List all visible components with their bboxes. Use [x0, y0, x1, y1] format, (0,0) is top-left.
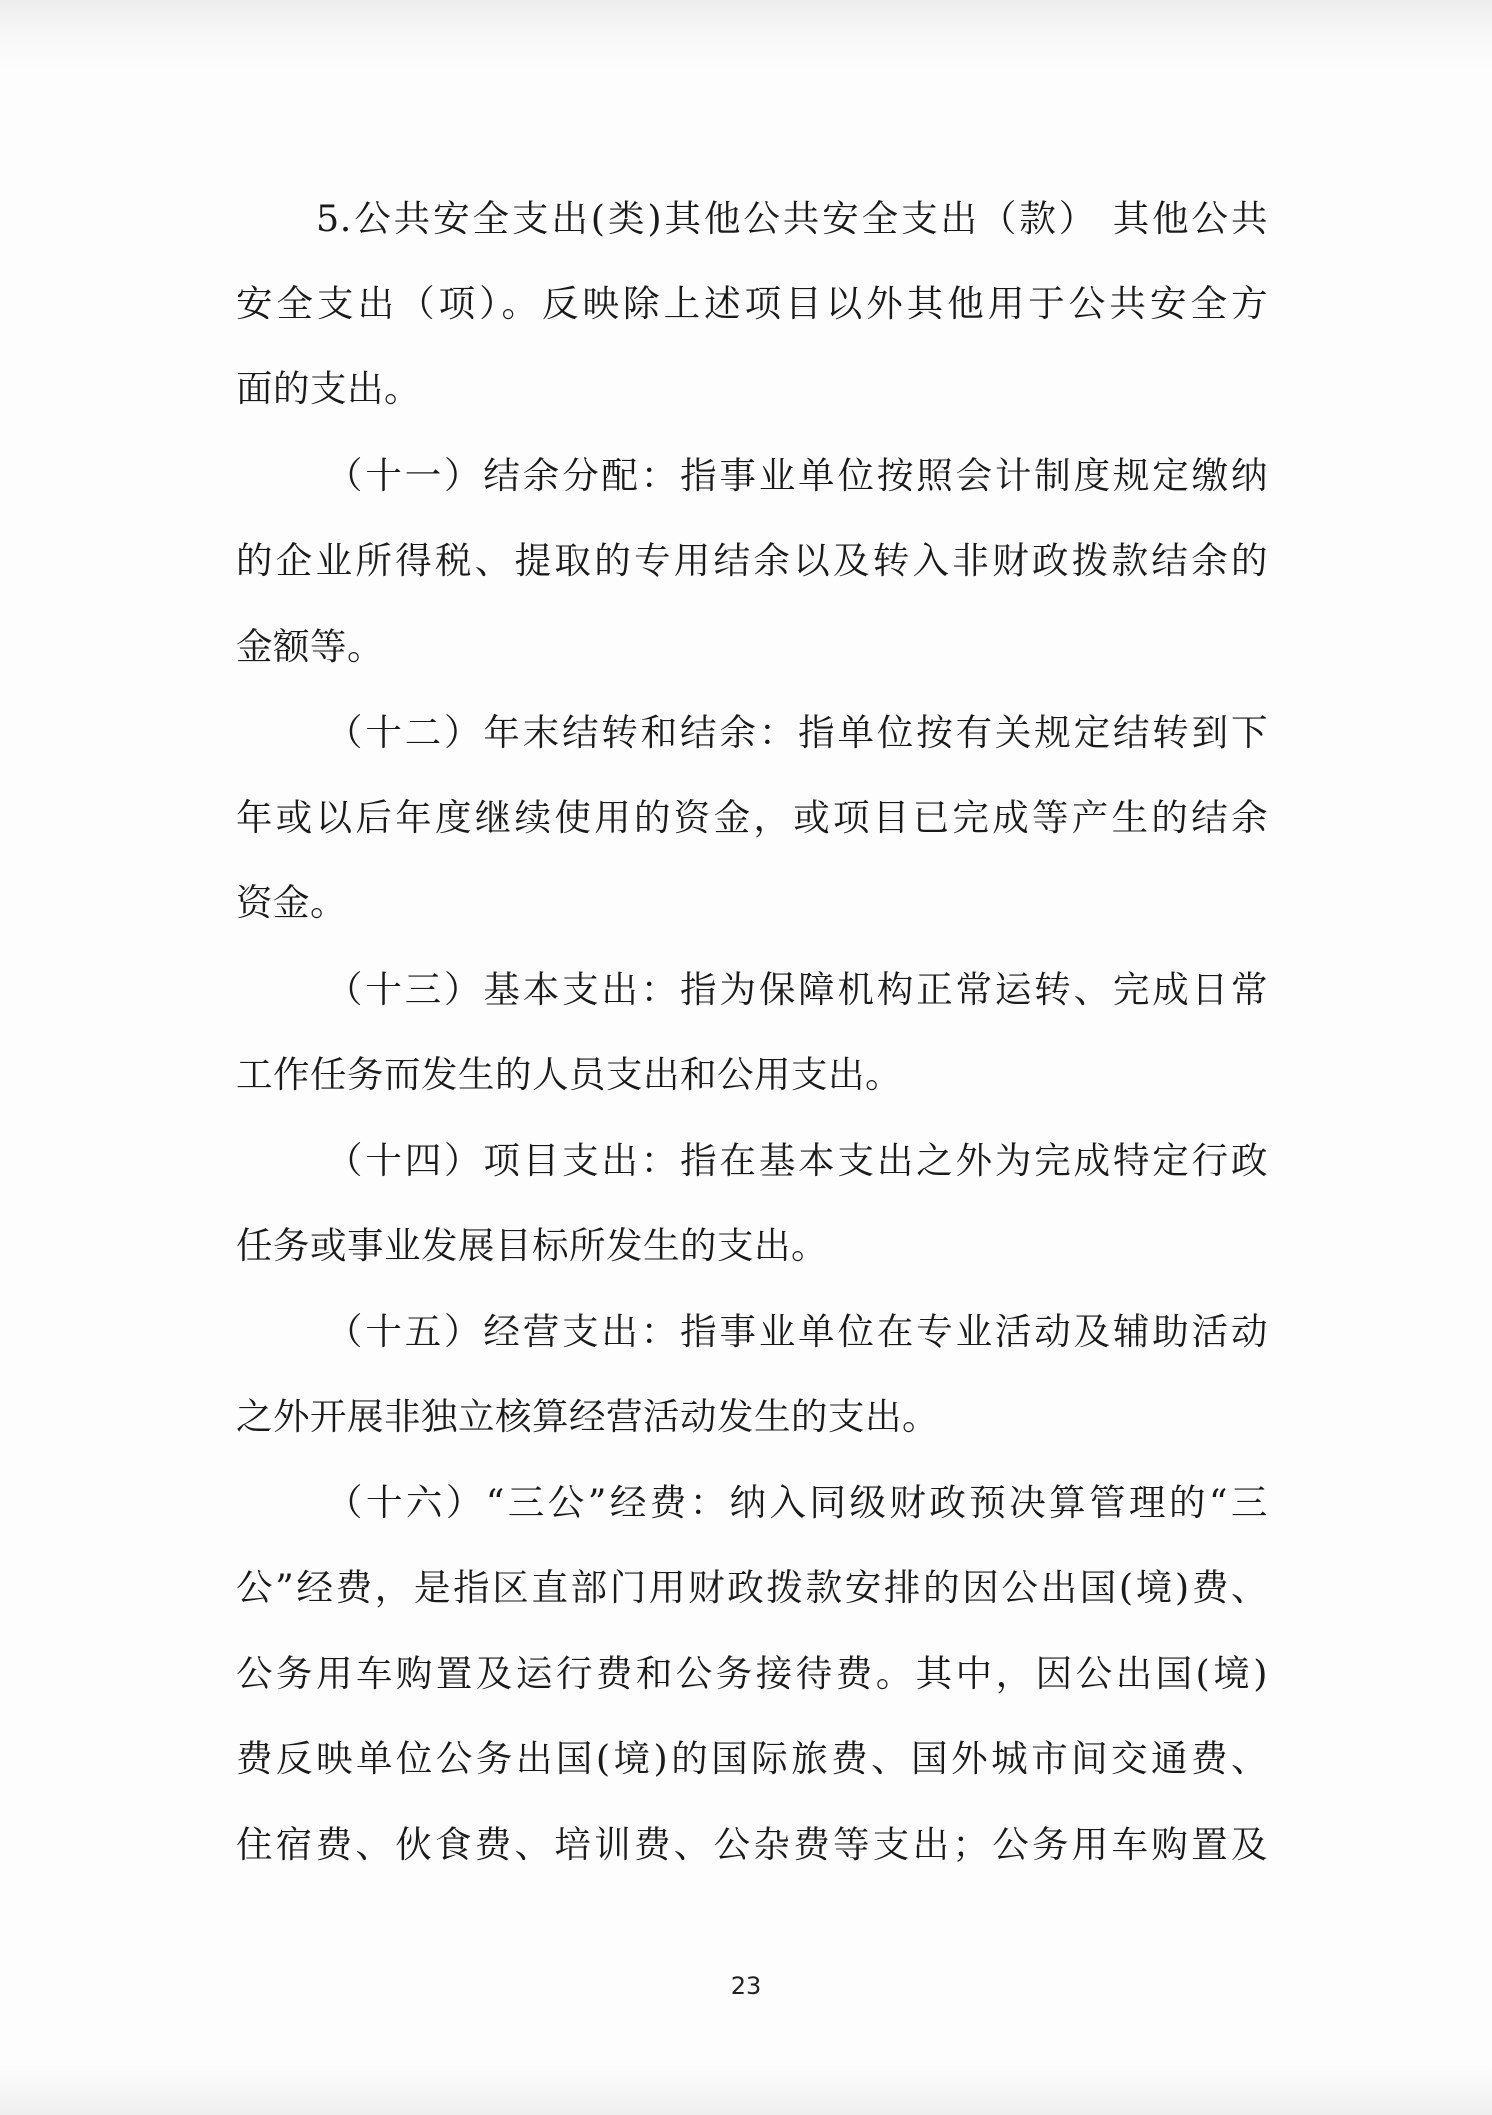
page-number: 23	[730, 1972, 762, 2000]
text-line: 资金。	[236, 881, 347, 924]
scan-shadow-top	[0, 0, 1492, 70]
text-line: 公务用车购置及运行费和公务接待费。其中，因公出国(境)	[236, 1652, 1268, 1695]
text-line: （十一）结余分配：指事业单位按照会计制度规定缴纳	[326, 454, 1268, 497]
text-line: 安全支出（项）。反映除上述项目以外其他用于公共安全方	[236, 282, 1268, 325]
scan-shadow-bottom	[0, 2065, 1492, 2115]
text-line: 工作任务而发生的人员支出和公用支出。	[236, 1053, 902, 1096]
text-line: 公”经费，是指区直部门用财政拨款安排的因公出国(境)费、	[236, 1566, 1268, 1609]
text-line: （十六）“三公”经费：纳入同级财政预决算管理的“三	[326, 1481, 1268, 1524]
text-line: 任务或事业发展目标所发生的支出。	[236, 1224, 828, 1267]
text-line: 年或以后年度继续使用的资金，或项目已完成等产生的结余	[236, 796, 1268, 839]
text-line: （十四）项目支出：指在基本支出之外为完成特定行政	[326, 1139, 1268, 1182]
text-line: 之外开展非独立核算经营活动发生的支出。	[236, 1395, 939, 1438]
text-line: （十二）年末结转和结余：指单位按有关规定结转到下	[326, 711, 1268, 754]
text-line: 面的支出。	[236, 367, 421, 410]
text-line: 5.公共安全支出(类)其他公共安全支出（款） 其他公共	[316, 197, 1268, 240]
text-line: 金额等。	[236, 625, 384, 668]
text-line: （十五）经营支出：指事业单位在专业活动及辅助活动	[326, 1310, 1268, 1353]
text-line: （十三）基本支出：指为保障机构正常运转、完成日常	[326, 968, 1268, 1011]
text-line: 的企业所得税、提取的专用结余以及转入非财政拨款结余的	[236, 539, 1268, 582]
text-line: 费反映单位公务出国(境)的国际旅费、国外城市间交通费、	[236, 1737, 1268, 1780]
text-line: 住宿费、伙食费、培训费、公杂费等支出；公务用车购置及	[236, 1823, 1268, 1866]
